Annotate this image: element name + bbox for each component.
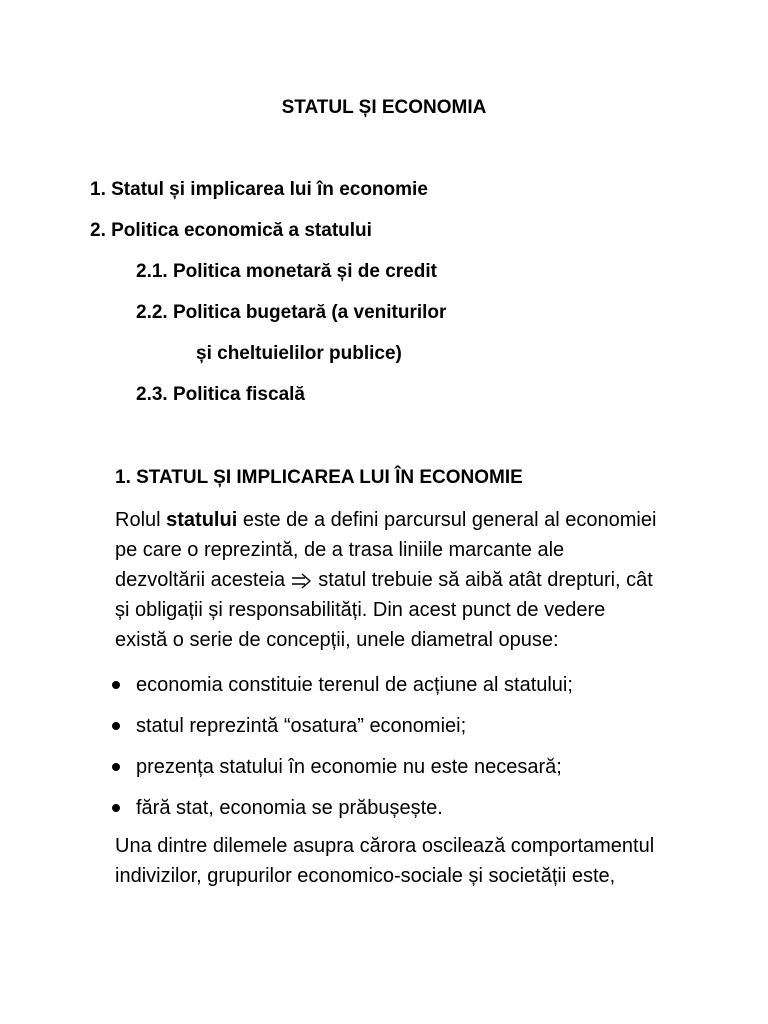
paragraph-1-line-4: și obligații și responsabilități. Din acest punct de vedere	[115, 599, 606, 621]
toc-item-2-3: 2.3. Politica fiscală	[136, 384, 305, 405]
text-run: statul trebuie să aibă atât drepturi, cât	[312, 569, 653, 591]
paragraph-2-line-1: Una dintre dilemele asupra cărora oscilează comportamentul	[115, 835, 655, 857]
bullet-icon	[112, 722, 120, 730]
paragraph-1	[115, 505, 715, 655]
toc-item-2-2: 2.2. Politica bugetară (a veniturilor	[136, 302, 447, 323]
paragraph-1-line-1	[115, 505, 715, 535]
list-item	[112, 711, 573, 741]
paragraph-2	[115, 831, 715, 891]
document-title: STATUL ȘI ECONOMIA	[281, 97, 487, 118]
paragraph-2-line-2: indivizilor, grupurilor economico-sociale și societății este,	[115, 865, 616, 887]
section-heading: 1. STATUL ȘI IMPLICAREA LUI ÎN ECONOMIE	[115, 467, 523, 488]
paragraph-1-line-3	[115, 565, 715, 595]
bullet-icon	[112, 763, 120, 771]
text-run: dezvoltării acesteia	[115, 569, 291, 591]
list-item-text: fără stat, economia se prăbușește.	[136, 797, 443, 819]
double-arrow-right-icon	[291, 573, 313, 589]
text-run: este de a defini parcursul general al economiei	[237, 509, 657, 531]
toc-item-2-1: 2.1. Politica monetară și de credit	[136, 261, 437, 282]
bold-term: statului	[166, 509, 238, 531]
list-item-text: prezența statului în economie nu este necesară;	[136, 756, 562, 778]
list-item	[112, 670, 573, 700]
bullet-icon	[112, 681, 120, 689]
list-item-text: statul reprezintă “osatura” economiei;	[136, 715, 467, 737]
bullet-list	[112, 670, 573, 834]
paragraph-1-line-5: există o serie de concepții, unele diametral opuse:	[115, 629, 559, 651]
list-item	[112, 752, 573, 782]
paragraph-1-line-2: pe care o reprezintă, de a trasa liniile marcante ale	[115, 539, 565, 561]
list-item	[112, 793, 573, 823]
toc-item-1: 1. Statul și implicarea lui în economie	[90, 179, 428, 200]
text-run: Rolul	[115, 509, 167, 531]
toc-item-2-2-continued: și cheltuielilor publice)	[196, 343, 402, 364]
bullet-icon	[112, 804, 120, 812]
toc-item-2: 2. Politica economică a statului	[90, 220, 372, 241]
list-item-text: economia constituie terenul de acțiune al statului;	[136, 674, 573, 696]
